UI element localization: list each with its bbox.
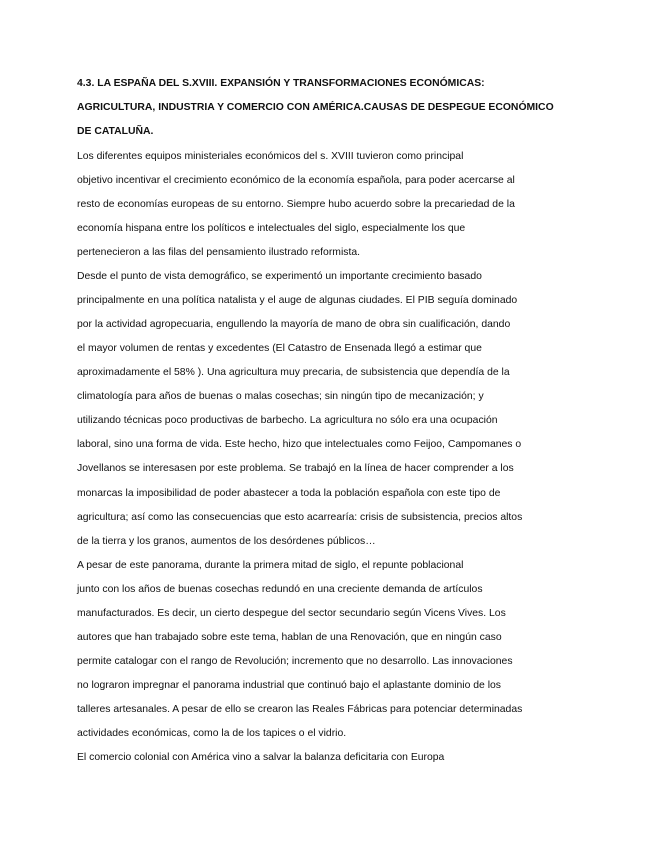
body-line-15: monarcas la imposibilidad de poder abastecer a toda la población española con este tipo de bbox=[77, 488, 501, 499]
body-line-7: principalmente en una política natalista y el auge de algunas ciudades. El PIB seguía dominado bbox=[77, 295, 518, 306]
body-line-12: utilizando técnicas poco productivas de barbecho. La agricultura no sólo era una ocupación bbox=[77, 415, 498, 426]
body-line-25: actividades económicas, como la de los tapices o el vidrio. bbox=[77, 728, 347, 739]
heading-line-3: DE CATALUÑA. bbox=[77, 126, 154, 137]
body-line-19: junto con los años de buenas cosechas redundó en una creciente demanda de artículos bbox=[77, 584, 483, 595]
body-line-3: resto de economías europeas de su entorno. Siempre hubo acuerdo sobre la precariedad de la bbox=[77, 199, 515, 210]
heading-line-1: 4.3. LA ESPAÑA DEL S.XVIII. EXPANSIÓN Y TRANSFORMACIONES ECONÓMICAS: bbox=[77, 78, 485, 89]
body-line-26: El comercio colonial con América vino a salvar la balanza deficitaria con Europa bbox=[77, 752, 445, 763]
body-line-1: Los diferentes equipos ministeriales económicos del s. XVIII tuvieron como principal bbox=[77, 151, 464, 162]
heading-line-2: AGRICULTURA, INDUSTRIA Y COMERCIO CON AMÉRICA.CAUSAS DE DESPEGUE ECONÓMICO bbox=[77, 102, 554, 113]
body-line-6: Desde el punto de vista demográfico, se experimentó un importante crecimiento basado bbox=[77, 271, 482, 282]
body-line-21: autores que han trabajado sobre este tema, hablan de una Renovación, que en ningún caso bbox=[77, 632, 502, 643]
body-line-8: por la actividad agropecuaria, engullendo la mayoría de mano de obra sin cualificación, dando bbox=[77, 319, 511, 330]
body-line-2: objetivo incentivar el crecimiento económico de la economía española, para poder acercarse al bbox=[77, 175, 515, 186]
body-line-24: talleres artesanales. A pesar de ello se crearon las Reales Fábricas para potenciar determinadas bbox=[77, 704, 523, 715]
body-line-9: el mayor volumen de rentas y excedentes (El Catastro de Ensenada llegó a estimar que bbox=[77, 343, 482, 354]
body-line-16: agricultura; así como las consecuencias que esto acarrearía: crisis de subsistencia, precios altos bbox=[77, 512, 523, 523]
body-line-11: climatología para años de buenas o malas cosechas; sin ningún tipo de mecanización; y bbox=[77, 391, 484, 402]
body-line-18: A pesar de este panorama, durante la primera mitad de siglo, el repunte poblacional bbox=[77, 560, 464, 571]
body-line-5: pertenecieron a las filas del pensamiento ilustrado reformista. bbox=[77, 247, 361, 258]
body-line-23: no lograron impregnar el panorama industrial que continuó bajo el aplastante dominio de los bbox=[77, 680, 501, 691]
body-line-22: permite catalogar con el rango de Revolución; incremento que no desarrollo. Las innovaciones bbox=[77, 656, 513, 667]
body-line-10: aproximadamente el 58% ). Una agricultura muy precaria, de subsistencia que dependía de la bbox=[77, 367, 510, 378]
body-line-13: laboral, sino una forma de vida. Este hecho, hizo que intelectuales como Feijoo, Campomanes o bbox=[77, 439, 522, 450]
body-line-17: de la tierra y los granos, aumentos de los desórdenes públicos… bbox=[77, 536, 376, 547]
body-line-20: manufacturados. Es decir, un cierto despegue del sector secundario según Vicens Vives. Los bbox=[77, 608, 506, 619]
body-line-14: Jovellanos se interesasen por este problema. Se trabajó en la línea de hacer comprender a los bbox=[77, 463, 514, 474]
body-line-4: economía hispana entre los políticos e intelectuales del siglo, especialmente los que bbox=[77, 223, 466, 234]
